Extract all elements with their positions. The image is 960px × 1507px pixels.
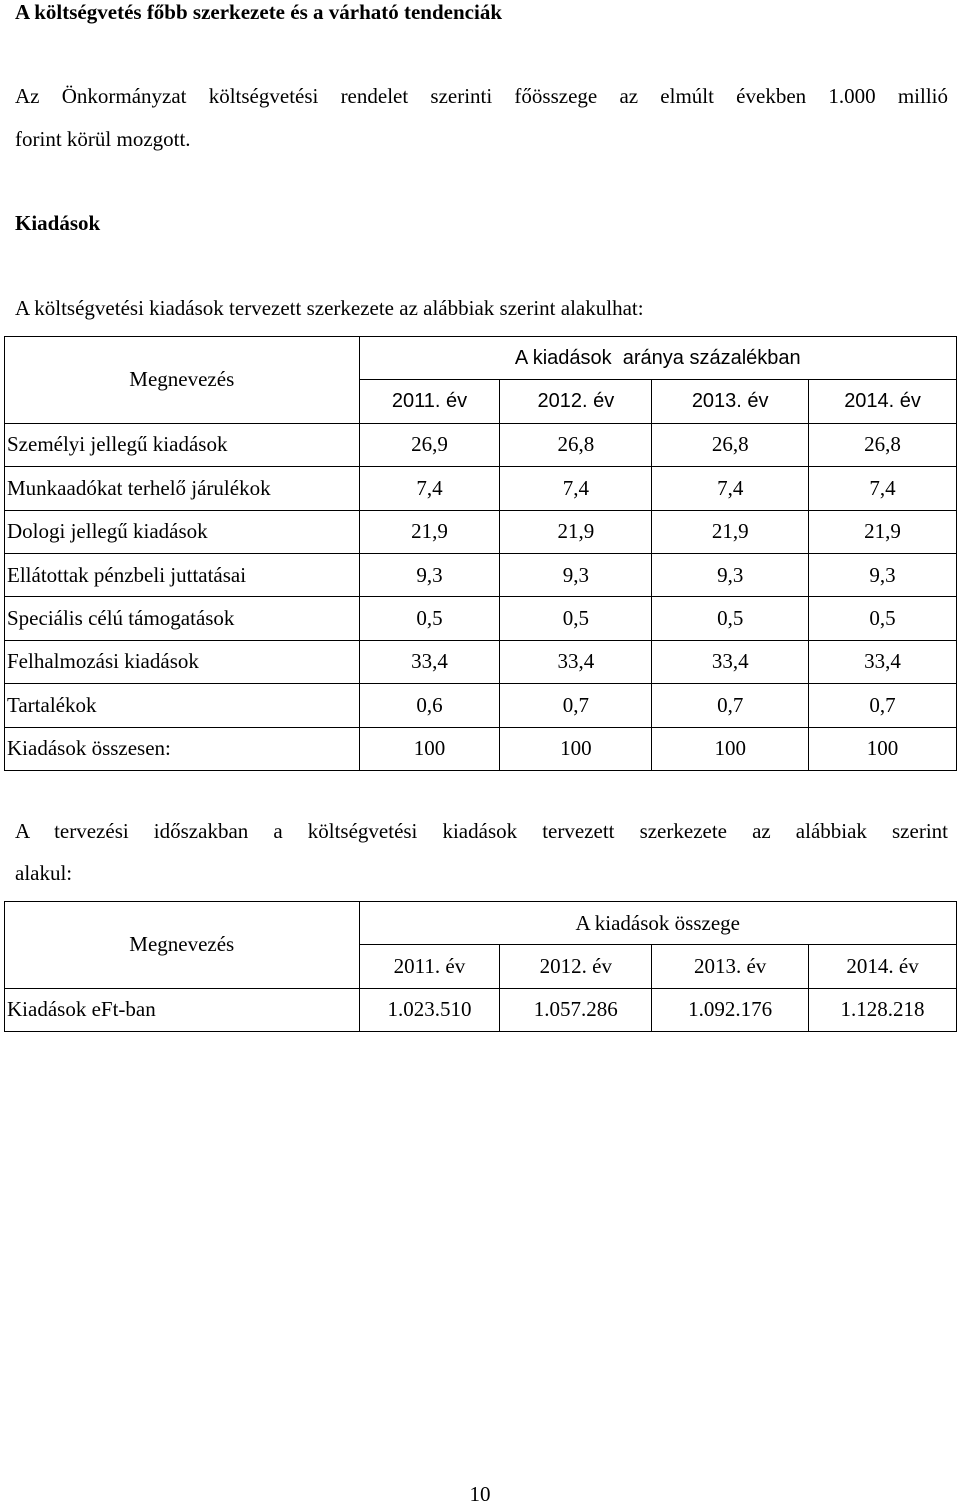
table1-year-header: 2014. év bbox=[809, 380, 957, 423]
row-name: Személyi jellegű kiadások bbox=[5, 423, 360, 466]
expense-ratio-table bbox=[4, 336, 957, 771]
row-value: 7,4 bbox=[359, 467, 500, 510]
table-row bbox=[5, 423, 957, 466]
table2-intro-line-2: alakul: bbox=[15, 861, 73, 885]
row-value: 21,9 bbox=[809, 510, 957, 553]
table1-intro: A költségvetési kiadások tervezett szerkezete az alábbiak szerint alakulhat: bbox=[15, 296, 644, 320]
expense-amount-table bbox=[4, 901, 957, 1032]
table-row bbox=[5, 597, 957, 640]
row-value: 0,5 bbox=[500, 597, 652, 640]
row-value: 9,3 bbox=[359, 553, 500, 596]
row-value: 1.057.286 bbox=[500, 988, 652, 1031]
row-value: 7,4 bbox=[500, 467, 652, 510]
row-value: 1.092.176 bbox=[652, 988, 809, 1031]
table2-year-header: 2012. év bbox=[500, 945, 652, 988]
row-value: 9,3 bbox=[809, 553, 957, 596]
table-row bbox=[5, 684, 957, 727]
intro-paragraph-line-1: Az Önkormányzat költségvetési rendelet szerinti főösszege az elmúlt években 1.000 millió bbox=[15, 84, 948, 108]
row-name: Dologi jellegű kiadások bbox=[5, 510, 360, 553]
table2-year-header: 2011. év bbox=[359, 945, 500, 988]
row-name: Ellátottak pénzbeli juttatásai bbox=[5, 553, 360, 596]
row-name: Munkaadókat terhelő járulékok bbox=[5, 467, 360, 510]
table-row bbox=[5, 727, 957, 770]
row-name: Tartalékok bbox=[5, 684, 360, 727]
table2-name-header: Megnevezés bbox=[5, 902, 360, 989]
row-value: 0,7 bbox=[652, 684, 809, 727]
document-heading: A költségvetés főbb szerkezete és a várható tendenciák bbox=[15, 0, 502, 24]
row-name: Felhalmozási kiadások bbox=[5, 640, 360, 683]
row-value: 7,4 bbox=[809, 467, 957, 510]
table-row bbox=[5, 510, 957, 553]
row-value: 100 bbox=[809, 727, 957, 770]
row-name: Kiadások eFt-ban bbox=[5, 988, 360, 1031]
row-value: 100 bbox=[652, 727, 809, 770]
table1-name-header: Megnevezés bbox=[5, 337, 360, 424]
row-value: 33,4 bbox=[809, 640, 957, 683]
table-row bbox=[5, 467, 957, 510]
row-value: 1.128.218 bbox=[809, 988, 957, 1031]
row-value: 33,4 bbox=[359, 640, 500, 683]
row-value: 21,9 bbox=[652, 510, 809, 553]
row-value: 100 bbox=[359, 727, 500, 770]
table2-header-row bbox=[5, 902, 957, 945]
row-value: 0,5 bbox=[359, 597, 500, 640]
row-value: 0,6 bbox=[359, 684, 500, 727]
table1-group-header: A kiadások aránya százalékban bbox=[359, 337, 956, 380]
table-row bbox=[5, 988, 957, 1031]
row-value: 0,7 bbox=[809, 684, 957, 727]
row-value: 26,8 bbox=[652, 423, 809, 466]
page-number: 10 bbox=[469, 1482, 491, 1506]
table-row bbox=[5, 553, 957, 596]
row-name: Speciális célú támogatások bbox=[5, 597, 360, 640]
row-value: 1.023.510 bbox=[359, 988, 500, 1031]
table1-year-header: 2011. év bbox=[359, 380, 500, 423]
section-title: Kiadások bbox=[15, 211, 101, 235]
table2-year-header: 2014. év bbox=[809, 945, 957, 988]
intro-paragraph-line-2: forint körül mozgott. bbox=[15, 127, 191, 151]
row-value: 9,3 bbox=[652, 553, 809, 596]
table2-intro-line-1: A tervezési időszakban a költségvetési kiadások tervezett szerkezete az alábbiak szerint bbox=[15, 819, 948, 843]
row-name: Kiadások összesen: bbox=[5, 727, 360, 770]
row-value: 7,4 bbox=[652, 467, 809, 510]
table2-year-header: 2013. év bbox=[652, 945, 809, 988]
row-value: 0,5 bbox=[809, 597, 957, 640]
row-value: 33,4 bbox=[500, 640, 652, 683]
row-value: 0,7 bbox=[500, 684, 652, 727]
table1-header-row bbox=[5, 337, 957, 380]
table1-year-header: 2012. év bbox=[500, 380, 652, 423]
table2-group-header: A kiadások összege bbox=[359, 902, 957, 945]
row-value: 0,5 bbox=[652, 597, 809, 640]
row-value: 9,3 bbox=[500, 553, 652, 596]
row-value: 26,8 bbox=[500, 423, 652, 466]
table1-year-header: 2013. év bbox=[652, 380, 809, 423]
row-value: 33,4 bbox=[652, 640, 809, 683]
row-value: 26,9 bbox=[359, 423, 500, 466]
table-row bbox=[5, 640, 957, 683]
row-value: 21,9 bbox=[359, 510, 500, 553]
row-value: 21,9 bbox=[500, 510, 652, 553]
row-value: 26,8 bbox=[809, 423, 957, 466]
row-value: 100 bbox=[500, 727, 652, 770]
